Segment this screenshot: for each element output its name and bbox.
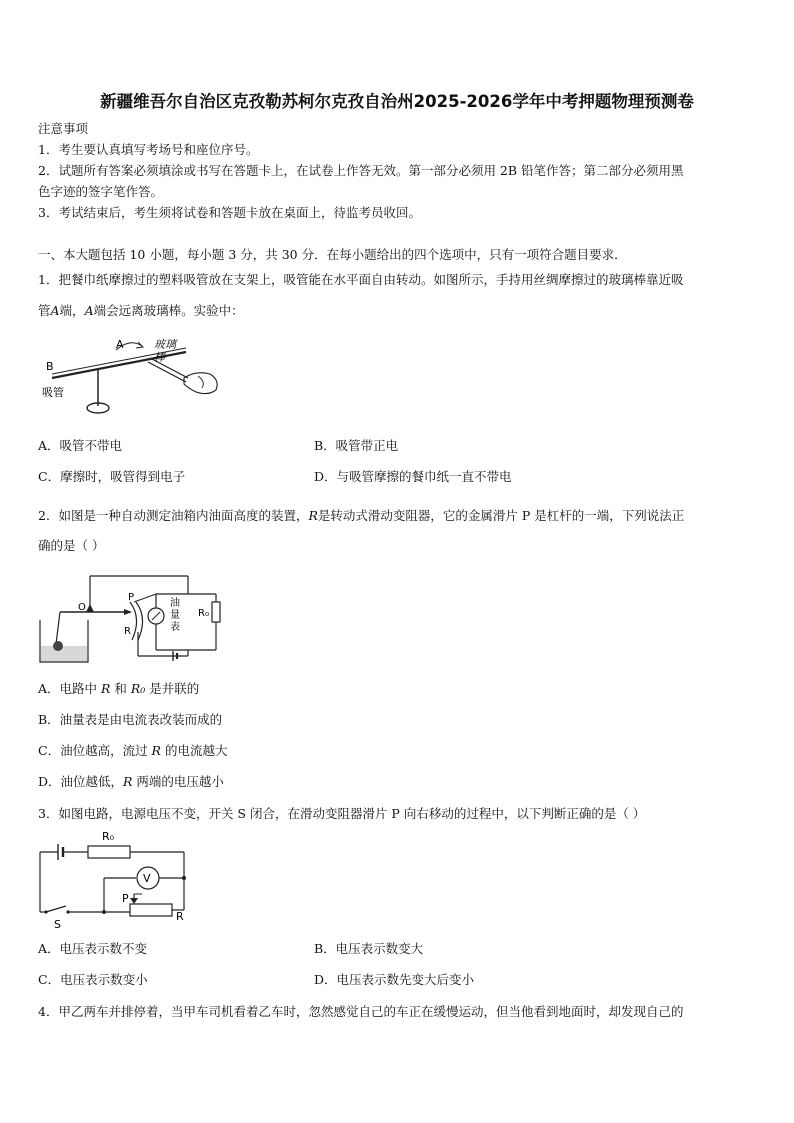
label-meter-3: 表 xyxy=(170,622,180,633)
opt-text: 是并联的 xyxy=(145,681,200,696)
q2-figure xyxy=(38,570,228,670)
switch-s xyxy=(46,906,66,912)
label-r: R xyxy=(176,910,184,923)
label-r: R xyxy=(124,626,131,637)
label-straw: 吸管 xyxy=(42,386,64,399)
q1-stem-line2 xyxy=(38,303,244,319)
section-heading: 一、本大题包括 10 小题，每小题 3 分，共 30 分．在每小题给出的四个选项中，只有一项符合题目要求． xyxy=(38,247,627,262)
opt-text: C．油位越高，流过 xyxy=(38,743,152,758)
opt-text: A．电路中 xyxy=(38,681,102,696)
q1-option-c[interactable]: C．摩擦时，吸管得到电子 xyxy=(38,469,186,484)
opt-var: R₀ xyxy=(130,681,146,696)
q1-text: 管 xyxy=(38,303,51,318)
pivot-icon xyxy=(86,604,94,612)
q2-option-b[interactable]: B．油量表是由电流表改装而成的 xyxy=(38,712,223,727)
slider-p xyxy=(124,609,132,615)
label-b: B xyxy=(46,360,54,373)
label-r0: R₀ xyxy=(198,608,209,619)
q4-stem: 4．甲乙两车并排停着，当甲车司机看着乙车时，忽然感觉自己的车正在缓慢运动，但当他看到地面时，却发现自己的 xyxy=(38,1004,684,1019)
straw-line xyxy=(52,352,186,378)
opt-var: R xyxy=(151,743,161,758)
q2-option-d[interactable] xyxy=(38,774,224,790)
hand-icon xyxy=(184,373,217,394)
q1-option-d[interactable]: D．与吸管摩擦的餐巾纸一直不带电 xyxy=(314,469,512,484)
q2-option-a[interactable] xyxy=(38,681,199,697)
q1-stem-line1: 1．把餐巾纸摩擦过的塑料吸管放在支架上，吸管能在水平面自由转动。如图所示，手持用丝绸摩擦过的玻璃棒靠近吸 xyxy=(38,272,684,287)
q1-text: 端， xyxy=(59,303,85,318)
notice-item: 1．考生要认真填写考场号和座位序号。 xyxy=(38,142,259,157)
q1-option-b[interactable]: B．吸管带正电 xyxy=(314,438,399,453)
q2-text: 2．如图是一种自动测定油箱内油面高度的装置， xyxy=(38,508,309,523)
label-rod-2: 棒 xyxy=(154,351,165,364)
q2-stem-line1 xyxy=(38,508,684,524)
q1-figure xyxy=(38,330,228,420)
q3-option-c[interactable]: C．电压表示数变小 xyxy=(38,972,148,987)
slider-p xyxy=(130,898,138,904)
label-rod-1: 玻璃 xyxy=(154,338,176,351)
variable-resistor-r xyxy=(130,602,137,640)
opt-var: R xyxy=(101,681,111,696)
opt-text: 两端的电压越小 xyxy=(132,774,224,789)
resistor-r0 xyxy=(88,846,130,858)
q3-option-b[interactable]: B．电压表示数变大 xyxy=(314,941,424,956)
q3-figure xyxy=(38,828,198,932)
q1-text: 端会远离玻璃棒。实验中： xyxy=(93,303,244,318)
q3-option-d[interactable]: D．电压表示数先变大后变小 xyxy=(314,972,475,987)
notice-item: 色字迹的签字笔作答。 xyxy=(38,184,164,199)
q2-stem-line2: 确的是（ ） xyxy=(38,538,105,553)
opt-text: 的电流越大 xyxy=(160,743,228,758)
notice-heading: 注意事项 xyxy=(38,121,89,136)
label-p: P xyxy=(122,892,129,905)
label-p: P xyxy=(128,592,135,603)
rheostat-r xyxy=(130,904,172,916)
q1-var-a: A xyxy=(84,303,94,318)
page-title: 新疆维吾尔自治区克孜勒苏柯尔克孜自治州2025-2026学年中考押题物理预测卷 xyxy=(100,92,694,111)
opt-text: 和 xyxy=(110,681,131,696)
q2-text: 是转动式滑动变阻器，它的金属滑片 P 是杠杆的一端，下列说法正 xyxy=(317,508,685,523)
q1-option-a[interactable]: A．吸管不带电 xyxy=(38,438,123,453)
notice-item: 2．试题所有答案必须填涂或书写在答题卡上，在试卷上作答无效。第一部分必须用 2B 铅笔作答；第二部分必须用黑 xyxy=(38,163,684,178)
glass-rod xyxy=(148,362,186,382)
q3-option-a[interactable]: A．电压表示数不变 xyxy=(38,941,148,956)
q2-var-r: R xyxy=(308,508,318,523)
q3-stem: 3．如图电路，电源电压不变，开关 S 闭合，在滑动变阻器滑片 P 向右移动的过程中，以下判断正确的是（ ） xyxy=(38,806,646,821)
q1-var-a: A xyxy=(50,303,60,318)
opt-text: D．油位越低， xyxy=(38,774,124,789)
label-meter-1: 油 xyxy=(170,598,180,609)
opt-var: R xyxy=(123,774,133,789)
float-icon xyxy=(53,641,63,651)
label-v: V xyxy=(143,872,151,885)
resistor-r0 xyxy=(212,602,220,622)
straw-edge xyxy=(52,348,186,374)
label-a: A xyxy=(116,338,124,351)
label-o: O xyxy=(78,602,86,613)
label-r0: R₀ xyxy=(102,830,115,843)
label-meter-2: 量 xyxy=(170,610,180,621)
notice-item: 3．考试结束后，考生须将试卷和答题卡放在桌面上，待监考员收回。 xyxy=(38,205,421,220)
q2-option-c[interactable] xyxy=(38,743,227,759)
label-s: S xyxy=(54,918,61,931)
